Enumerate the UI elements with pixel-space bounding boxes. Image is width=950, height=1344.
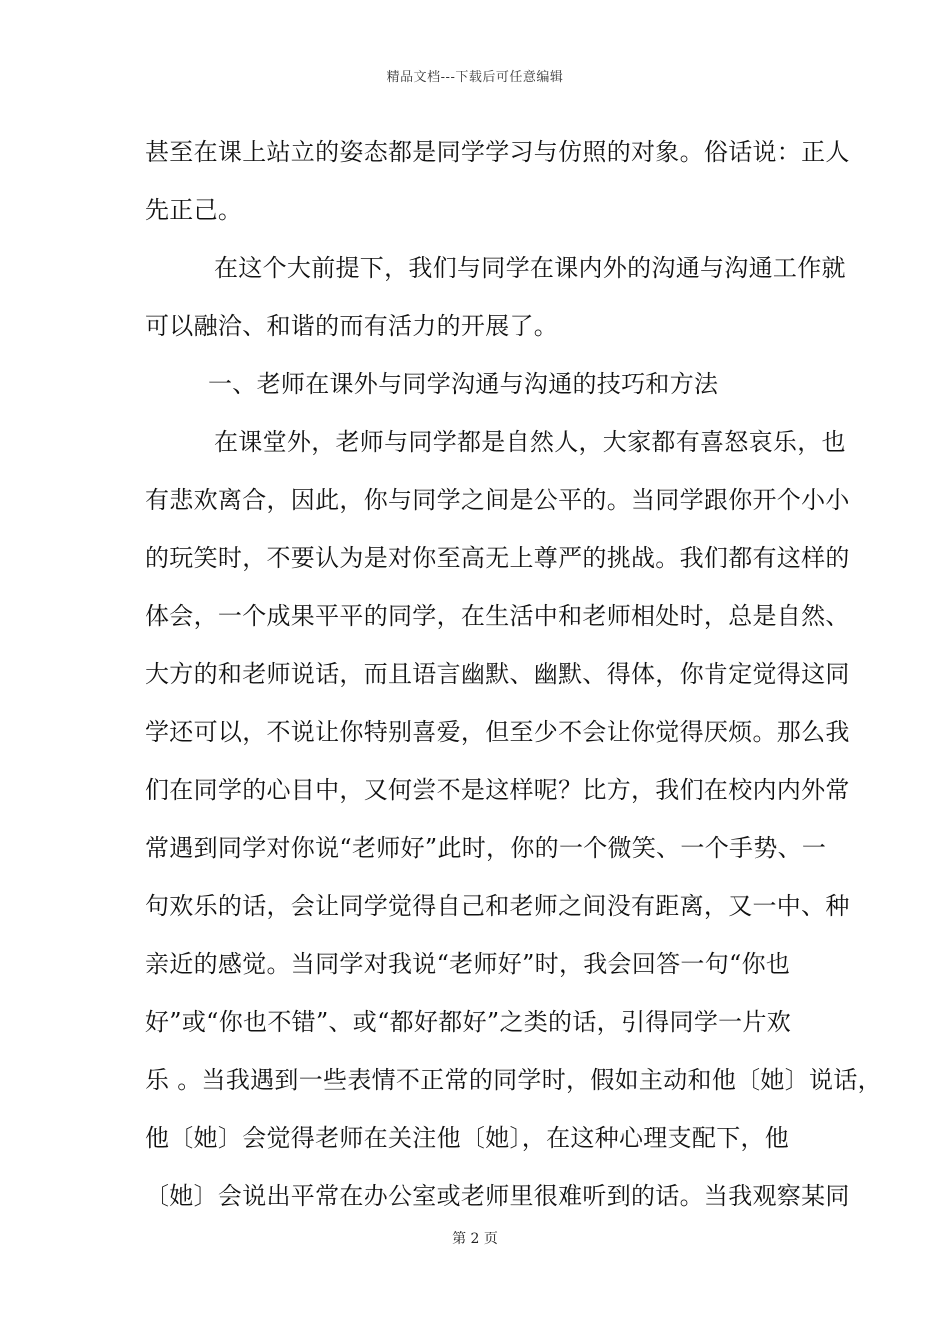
section-heading: 一、老师在课外与同学沟通与沟通的技巧和方法 — [208, 370, 719, 398]
body-line-14: 句欢乐的话，会让同学觉得自己和老师之间没有距离，又一中、种 — [145, 892, 850, 920]
body-line-2: 先正己。 — [145, 196, 243, 224]
body-line-10: 大方的和老师说话，而且语言幽默、幽默、得体，你肯定觉得这同 — [145, 660, 850, 688]
body-line-16: 好”或“你也不错”、或“都好都好”之类的话，引得同学一片欢 — [145, 1008, 792, 1036]
body-line-12: 们在同学的心目中，又何尝不是这样呢？比方，我们在校内内外常 — [145, 776, 850, 804]
body-line-7: 有悲欢离合，因此，你与同学之间是公平的。当同学跟你开个小小 — [145, 486, 850, 514]
body-line-15: 亲近的感觉。当同学对我说“老师好”时，我会回答一句“你也 — [145, 950, 791, 978]
body-line-4: 可以融洽、和谐的而有活力的开展了。 — [145, 312, 559, 340]
body-line-17: 乐 。当我遇到一些表情不正常的同学时，假如主动和他〔她〕说话， — [145, 1066, 882, 1094]
body-line-11: 学还可以，不说让你特别喜爱，但至少不会让你觉得厌烦。那么我 — [145, 718, 850, 746]
page-number: 第 2 页 — [452, 1231, 498, 1247]
body-line-6: 在课堂外，老师与同学都是自然人，大家都有喜怒哀乐，也 — [214, 428, 846, 456]
body-line-19: 〔她〕会说出平常在办公室或老师里很难听到的话。当我观察某同 — [145, 1182, 850, 1210]
body-line-3: 在这个大前提下，我们与同学在课内外的沟通与沟通工作就 — [214, 254, 846, 282]
body-line-8: 的玩笑时，不要认为是对你至高无上尊严的挑战。我们都有这样的 — [145, 544, 850, 572]
body-line-9: 体会，一个成果平平的同学，在生活中和老师相处时，总是自然、 — [145, 602, 850, 630]
page-header: 精品文档---下载后可任意编辑 — [386, 70, 564, 85]
body-line-1: 甚至在课上站立的姿态都是同学学习与仿照的对象。俗话说：正人 — [145, 138, 850, 166]
body-line-18: 他〔她〕会觉得老师在关注他〔她〕，在这种心理支配下，他 — [145, 1124, 790, 1152]
body-line-13: 常遇到同学对你说“老师好”此时，你的一个微笑、一个手势、一 — [145, 834, 827, 862]
